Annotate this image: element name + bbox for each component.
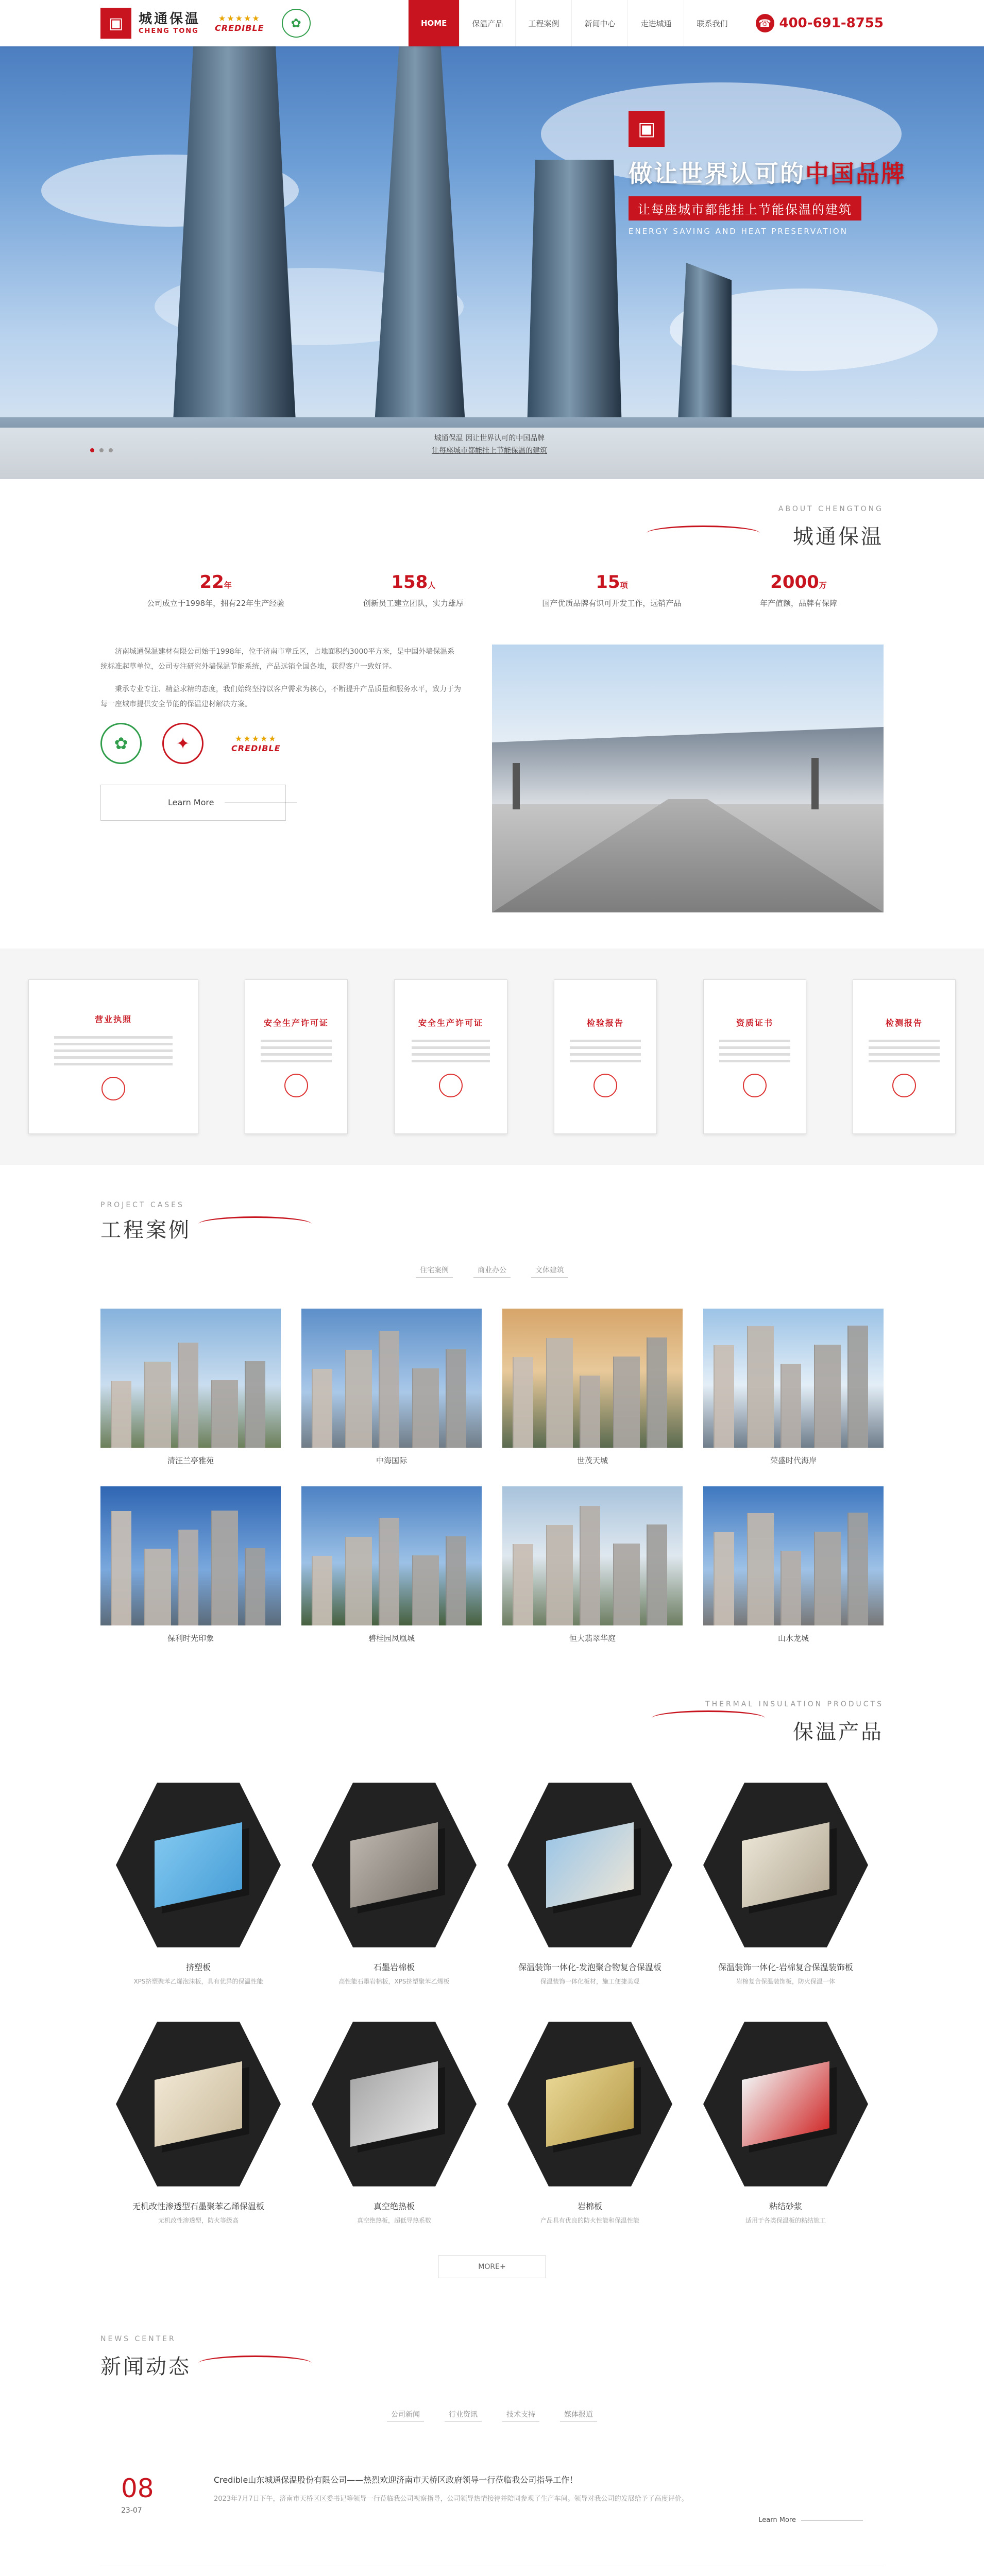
banner-subtitle: 让每座城市都能挂上节能保温的建筑: [629, 196, 861, 221]
certificate-card[interactable]: 安全生产许可证: [245, 979, 348, 1134]
product-card[interactable]: [688, 1777, 884, 1986]
news-item[interactable]: [100, 2566, 884, 2576]
green-seal-icon: ✿: [100, 723, 142, 764]
hotline[interactable]: ☎ 400-691-8755: [756, 14, 884, 32]
news-desc: 2023年7月7日下午，济南市天桥区区委书记等领导一行莅临我公司视察指导，公司领导热情接待并陪同参观了生产车间。领导对我公司的发展给予了高度评价。: [214, 2495, 688, 2503]
certificate-card[interactable]: 资质证书: [703, 979, 806, 1134]
case-photo: [100, 1486, 281, 1625]
case-photo: [703, 1486, 884, 1625]
product-desc: 岩棉复合保温装饰板，防火保温一体: [736, 1978, 835, 1985]
case-photo: [301, 1486, 482, 1625]
green-building-icon: ✿: [282, 9, 311, 38]
case-tab[interactable]: 商业办公: [473, 1263, 511, 1278]
case-name: 保利时光印象: [167, 1634, 214, 1643]
cases-en-title: PROJECT CASES: [100, 1201, 184, 1209]
product-image: [703, 1777, 868, 1953]
case-card[interactable]: [100, 1309, 281, 1466]
certificate-card[interactable]: 营业执照: [28, 979, 198, 1134]
site-header: [0, 0, 984, 46]
credible-badge: ★★★★★ CREDIBLE: [231, 733, 281, 753]
case-card[interactable]: [100, 1486, 281, 1643]
product-name: 挤塑板: [185, 1962, 211, 1972]
banner-en: ENERGY SAVING AND HEAT PRESERVATION: [629, 227, 848, 236]
products-section: [0, 1664, 984, 2278]
news-date: 08 23-07: [121, 2473, 154, 2515]
products-title: 保温产品: [793, 1720, 884, 1744]
product-name: 保温装饰一体化-岩棉复合保温装饰板: [718, 1962, 853, 1972]
case-card[interactable]: [301, 1486, 482, 1643]
nav-products[interactable]: 保温产品: [459, 0, 515, 46]
credible-badge: ★★★★★ CREDIBLE: [215, 13, 264, 33]
case-name: 碧桂园凤凰城: [368, 1634, 415, 1643]
factory-photo: [492, 645, 884, 912]
news-learn-more[interactable]: Learn More: [214, 2516, 863, 2524]
nav-home[interactable]: HOME: [408, 0, 459, 46]
product-name: 无机改性渗透型石墨聚苯乙烯保温板: [132, 2201, 264, 2211]
products-more-button[interactable]: MORE+: [438, 2256, 546, 2278]
case-name: 中海国际: [376, 1456, 407, 1465]
case-name: 恒大翡翠华庭: [569, 1634, 616, 1643]
seal-icon: [593, 1074, 617, 1097]
stat-items: 15项 国产优质品牌有识可开发工作，远销产品: [542, 572, 682, 608]
case-tab[interactable]: 文体建筑: [531, 1263, 568, 1278]
news-item[interactable]: [100, 2443, 884, 2566]
product-image: [116, 2016, 281, 2192]
certificate-card[interactable]: 检验报告: [554, 979, 657, 1134]
product-image: [507, 1777, 672, 1953]
about-section: [100, 479, 884, 912]
stat-output: 2000万 年产值额，品牌有保障: [759, 572, 837, 608]
logo-cn: 城通保温: [139, 11, 201, 27]
news-section: [100, 2325, 884, 2576]
product-card[interactable]: [100, 2016, 296, 2225]
product-image: [507, 2016, 672, 2192]
product-card[interactable]: [100, 1777, 296, 1986]
certificate-card[interactable]: 安全生产许可证: [394, 979, 507, 1134]
case-photo: [301, 1309, 482, 1448]
news-tab[interactable]: 公司新闻: [387, 2407, 424, 2422]
news-tab[interactable]: 行业资讯: [445, 2407, 482, 2422]
case-card[interactable]: [703, 1309, 884, 1466]
product-image: [116, 1777, 281, 1953]
product-desc: 产品具有优良的防火性能和保温性能: [540, 2217, 639, 2224]
case-photo: [100, 1309, 281, 1448]
case-photo: [502, 1309, 683, 1448]
product-desc: 无机改性渗透型，防火等级高: [158, 2217, 239, 2224]
product-desc: 高性能石墨岩棉板，XPS挤塑聚苯乙烯板: [338, 1978, 450, 1985]
logo-en: CHENG TONG: [139, 27, 199, 35]
nav-about[interactable]: 走进城通: [627, 0, 684, 46]
banner-caption-bar: [0, 428, 984, 479]
case-card[interactable]: [502, 1309, 683, 1466]
product-name: 石墨岩棉板: [373, 1962, 415, 1972]
product-card[interactable]: [492, 1777, 688, 1986]
certificate-card[interactable]: 检测报告: [853, 979, 956, 1134]
seal-icon: [743, 1074, 767, 1097]
slider-dot[interactable]: [90, 448, 94, 452]
nav-contact[interactable]: 联系我们: [684, 0, 740, 46]
product-desc: 适用于各类保温板的粘结施工: [745, 2217, 826, 2224]
product-card[interactable]: [296, 1777, 492, 1986]
seal-icon: [284, 1074, 308, 1097]
site-logo[interactable]: [100, 8, 311, 39]
brand-seal-icon: ✦: [162, 723, 203, 764]
stat-years: 22年 公司成立于1998年，拥有22年生产经验: [147, 572, 285, 608]
main-nav: [408, 0, 740, 46]
case-card[interactable]: [502, 1486, 683, 1643]
logo-mark-icon: ▣: [100, 8, 131, 39]
about-paragraph: 秉承专业专注、精益求精的态度，我们始终坚持以客户需求为核心，不断提升产品质量和服务水平，致力于为每一座城市提供安全节能的保温建材解决方案。: [100, 685, 461, 709]
product-name: 真空绝热板: [373, 2201, 415, 2211]
seal-icon: [101, 1077, 125, 1100]
product-desc: 保温装饰一体化板材，施工便捷美观: [540, 1978, 639, 1985]
case-photo: [502, 1486, 683, 1625]
product-name: 粘结砂浆: [769, 2201, 802, 2211]
certificates-strip: [0, 948, 984, 1165]
product-image: [312, 1777, 477, 1953]
product-desc: XPS挤塑聚苯乙烯泡沫板，具有优异的保温性能: [133, 1978, 263, 1985]
news-title[interactable]: Credible山东城通保温股份有限公司——热烈欢迎济南市天桥区政府领导一行莅临我公司指导工作！: [214, 2475, 578, 2485]
hero-banner[interactable]: [0, 0, 984, 479]
slider-dots: [90, 448, 113, 452]
news-title: 新闻动态: [100, 2355, 191, 2379]
banner-caption-2: 让每座城市都能挂上节能保温的建筑: [432, 446, 547, 455]
product-card[interactable]: [296, 2016, 492, 2225]
case-photo: [703, 1309, 884, 1448]
cases-section: [100, 1180, 884, 1643]
product-name: 保温装饰一体化-发泡聚合物复合保温板: [518, 1962, 661, 1972]
product-card[interactable]: [688, 2016, 884, 2225]
product-card[interactable]: [492, 2016, 688, 2225]
cases-title: 工程案例: [100, 1218, 191, 1242]
star-icons: ★★★★★: [218, 13, 261, 23]
seal-icon: [892, 1074, 916, 1097]
product-image: [312, 2016, 477, 2192]
about-title: 城通保温: [793, 525, 884, 549]
case-name: 山水龙城: [777, 1634, 809, 1643]
phone-icon: ☎: [756, 14, 774, 32]
products-en-title: THERMAL INSULATION PRODUCTS: [705, 1700, 884, 1708]
news-tab[interactable]: 技术支持: [502, 2407, 539, 2422]
product-name: 岩棉板: [577, 2201, 602, 2211]
about-learn-more-button[interactable]: Learn More: [100, 785, 286, 821]
about-en-title: ABOUT CHENGTONG: [778, 505, 884, 513]
seal-icon: [439, 1074, 463, 1097]
banner-title: 做让世界认可的中国品牌: [629, 160, 906, 188]
case-name: 清汪兰亭雅苑: [167, 1456, 214, 1465]
slider-dot[interactable]: [109, 448, 113, 452]
banner-caption-1: 城通保温 因让世界认可的中国品牌: [434, 434, 545, 443]
case-name: 世茂天城: [576, 1456, 608, 1465]
product-image: [703, 2016, 868, 2192]
case-tab[interactable]: 住宅案例: [416, 1263, 453, 1278]
slider-dot[interactable]: [99, 448, 104, 452]
nav-news[interactable]: 新闻中心: [571, 0, 627, 46]
product-desc: 真空绝热板，超低导热系数: [357, 2217, 431, 2224]
news-en-title: NEWS CENTER: [100, 2335, 176, 2343]
case-card[interactable]: [703, 1486, 884, 1643]
nav-cases[interactable]: 工程案例: [515, 0, 571, 46]
case-card[interactable]: [301, 1309, 482, 1466]
banner-logo-icon: ▣: [629, 111, 665, 147]
about-paragraph: 济南城通保温建材有限公司始于1998年，位于济南市章丘区，占地面积约3000平方米，是中国外墙保温系统标准起草单位，公司专注研究外墙保温节能系统，产品远销全国各地，获得客户一致好评。: [100, 648, 455, 671]
case-name: 荣盛时代海岸: [770, 1456, 817, 1465]
stat-staff: 158人 创新员工建立团队，实力雄厚: [363, 572, 464, 608]
news-tab[interactable]: 媒体报道: [560, 2407, 597, 2422]
